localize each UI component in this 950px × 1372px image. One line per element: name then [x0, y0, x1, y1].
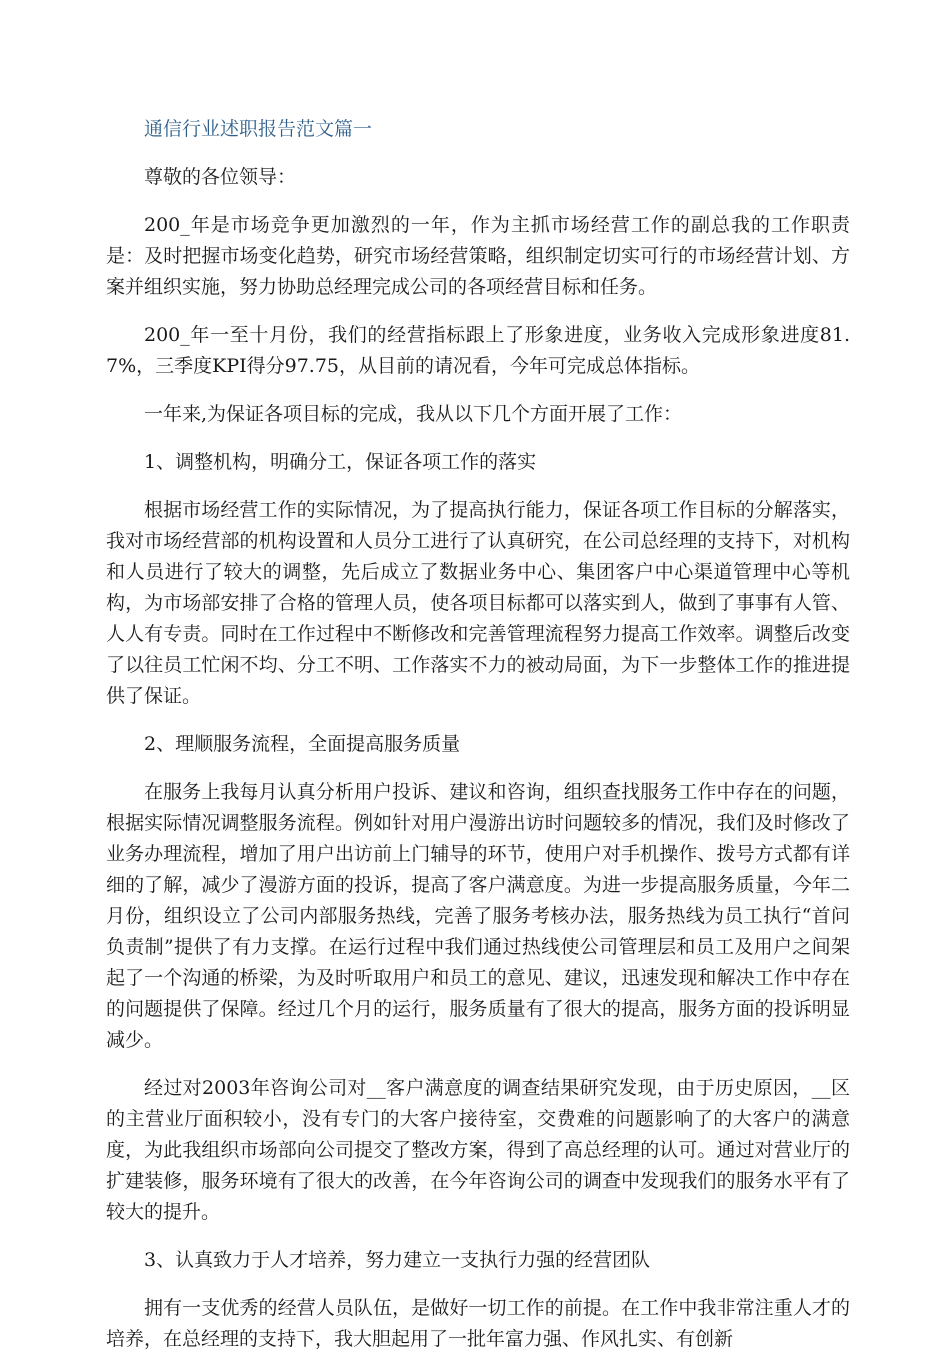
paragraph-section-2: 在服务上我每月认真分析用户投诉、建议和咨询，组织查找服务工作中存在的问题，根据实际情况调整服务流程。例如针对用户漫游出访时问题较多的情况，我们及时修改了业务办理流程，增加了用户出访前上门辅导的环节，使用户对手机操作、拨号方式都有详细的了解，减少了漫游方面的投诉，提高了客户满意度。为进一步提高服务质量，今年二月份，组织设立了公司内部服务热线，完善了服务考核办法，服务热线为员工执行“首问负责制”提供了有力支撑。在运行过程中我们通过热线使公司管理层和员工及用户之间架起了一个沟通的桥梁，为及时听取用户和员工的意见、建议，迅速发现和解决工作中存在的问题提供了保障。经过几个月的运行，服务质量有了很大的提高，服务方面的投诉明显减少。 — [106, 781, 850, 1051]
document-title: 通信行业述职报告范文篇一 — [144, 118, 373, 140]
salutation: 尊敬的各位领导： — [144, 166, 297, 188]
paragraph-section-2b: 经过对2003年咨询公司对__客户满意度的调查结果研究发现，由于历史原因，__区的主营业厅面积较小，没有专门的大客户接待室，交费难的问题影响了的大客户的满意度，为此我组织市场部向公司提交了整改方案，得到了高总经理的认可。通过对营业厅的扩建装修，服务环境有了很大的改善，在今年咨询公司的调查中发现我们的服务水平有了较大的提升。 — [106, 1077, 850, 1223]
paragraph-intro: 一年来,为保证各项目标的完成，我从以下几个方面开展了工作： — [144, 403, 683, 425]
section-heading-1: 1、调整机构，明确分工，保证各项工作的落实 — [144, 451, 537, 473]
section-heading-3: 3、认真致力于人才培养，努力建立一支执行力强的经营团队 — [144, 1249, 651, 1271]
paragraph-section-1: 根据市场经营工作的实际情况，为了提高执行能力，保证各项工作目标的分解落实，我对市场经营部的机构设置和人员分工进行了认真研究，在公司总经理的支持下，对机构和人员进行了较大的调整，先后成立了数据业务中心、集团客户中心渠道管理中心等机构，为市场部安排了合格的管理人员，使各项目标都可以落实到人，做到了事事有人管、人人有专责。同时在工作过程中不断修改和完善管理流程努力提高工作效率。调整后改变了以往员工忙闲不均、分工不明、工作落实不力的被动局面，为下一步整体工作的推进提供了保证。 — [106, 499, 850, 707]
paragraph-section-3: 拥有一支优秀的经营人员队伍，是做好一切工作的前提。在工作中我非常注重人才的培养，在总经理的支持下，我大胆起用了一批年富力强、作风扎实、有创新 — [106, 1297, 850, 1350]
document-body — [106, 114, 850, 1372]
paragraph-indicators: 200_年一至十月份，我们的经营指标跟上了形象进度，业务收入完成形象进度81.7%，三季度KPI得分97.75，从目前的请况看，今年可完成总体指标。 — [106, 324, 850, 377]
paragraph-duties: 200_年是市场竞争更加激烈的一年，作为主抓市场经营工作的副总我的工作职责是：及时把握市场变化趋势，研究市场经营策略，组织制定切实可行的市场经营计划、方案并组织实施，努力协助总经理完成公司的各项经营目标和任务。 — [106, 214, 850, 298]
section-heading-2: 2、理顺服务流程，全面提高服务质量 — [144, 733, 461, 755]
